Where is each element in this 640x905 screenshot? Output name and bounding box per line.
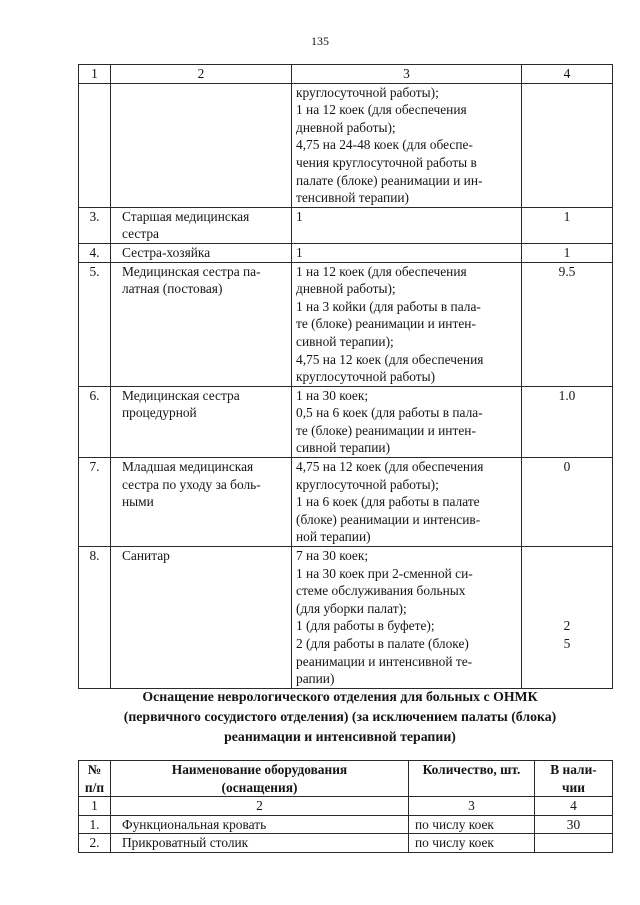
- position-line: Младшая медицинская: [122, 459, 254, 475]
- avail-header-cell: [535, 761, 613, 797]
- equipment-row: [79, 834, 613, 853]
- name-header-cell: [111, 761, 409, 797]
- count-line: 1.0: [558, 387, 576, 403]
- position-cell: [111, 262, 292, 386]
- qty-header-cell: [409, 761, 535, 797]
- norm-line: круглосуточной работы);: [296, 84, 439, 100]
- header-line: Наименование оборудования: [171, 762, 348, 777]
- norm-cell: [292, 386, 522, 457]
- staff-header-cell: 4: [522, 65, 613, 84]
- header-line: Количество, шт.: [422, 762, 521, 777]
- header-line: (оснащения): [221, 779, 298, 795]
- norm-cell: [292, 458, 522, 547]
- count-cell: [522, 547, 613, 689]
- numbering-cell: 4: [535, 797, 613, 816]
- position-line: латная (постовая): [122, 281, 223, 297]
- count-cell: [522, 243, 613, 262]
- norm-line: те (блоке) реанимации и интен-: [296, 316, 476, 332]
- num-cell: [79, 83, 111, 207]
- position-line: сестра: [122, 226, 159, 242]
- quantity-cell: по числу коек: [409, 834, 535, 853]
- equipment-table: [78, 760, 613, 853]
- staff-row: [79, 386, 613, 457]
- norm-cell: [292, 262, 522, 386]
- numbering-cell: 1: [79, 797, 111, 816]
- equipment-numbering-row: [79, 797, 613, 816]
- position-cell: [111, 243, 292, 262]
- norm-line: 1 на 12 коек (для обеспечения: [296, 263, 467, 279]
- count-line: 1: [563, 208, 571, 224]
- position-cell: [111, 547, 292, 689]
- staff-continuation-row: [79, 83, 613, 207]
- norm-line: 2 (для работы в палате (блоке): [296, 636, 469, 651]
- header-line: п/п: [84, 779, 105, 795]
- row-number-cell: 5.: [79, 262, 111, 386]
- row-number-cell: 2.: [79, 834, 111, 853]
- equipment-section-heading: [60, 687, 620, 747]
- norm-line: 1 на 3 койки (для работы в пала-: [296, 298, 481, 314]
- norm-line: рапии): [296, 671, 335, 687]
- position-cell: [111, 458, 292, 547]
- count-line: [526, 565, 608, 583]
- position-line: сестра по уходу за боль-: [122, 476, 261, 492]
- equipment-row: [79, 815, 613, 834]
- count-cell: [522, 458, 613, 547]
- equipment-name-cell: Функциональная кровать: [111, 815, 409, 834]
- row-number-cell: 4.: [79, 243, 111, 262]
- norm-line: дневной работы);: [296, 281, 396, 297]
- staff-row: [79, 547, 613, 689]
- count-line: 5: [563, 636, 571, 651]
- staff-header-cell: 3: [292, 65, 522, 84]
- staff-row: [79, 207, 613, 243]
- count-line: [526, 582, 608, 600]
- norm-cell: [292, 243, 522, 262]
- staff-header-cell: 2: [111, 65, 292, 84]
- position-line: ными: [122, 494, 154, 510]
- norm-line: ной терапии): [296, 529, 371, 545]
- heading-line: Оснащение неврологического отделения для больных с ОНМК: [142, 689, 538, 704]
- norm-cell: [292, 207, 522, 243]
- count-line: 1: [563, 244, 571, 260]
- norm-line: 1: [296, 208, 303, 224]
- count-cell: [522, 262, 613, 386]
- row-number-cell: 7.: [79, 458, 111, 547]
- header-line: В нали-: [550, 762, 597, 777]
- staff-header-cell: 1: [79, 65, 111, 84]
- norm-line: 0,5 на 6 коек (для работы в пала-: [296, 405, 483, 421]
- count-line: [526, 547, 608, 565]
- norm-line: (для уборки палат);: [296, 600, 407, 616]
- norm-line: 1: [296, 244, 303, 260]
- norm-line: палате (блоке) реанимации и ин-: [296, 172, 483, 188]
- row-number-cell: 1.: [79, 815, 111, 834]
- row-number-cell: 8.: [79, 547, 111, 689]
- norm-line: те (блоке) реанимации и интен-: [296, 422, 476, 438]
- page-number: 135: [311, 34, 329, 48]
- position-cell: [111, 207, 292, 243]
- staff-row: [79, 262, 613, 386]
- row-number-cell: 3.: [79, 207, 111, 243]
- position-cell: [111, 386, 292, 457]
- row-number-cell: 6.: [79, 386, 111, 457]
- availability-cell: [535, 834, 613, 853]
- norm-line: 4,75 на 12 коек (для обеспечения: [296, 351, 484, 367]
- num-header-cell: [79, 761, 111, 797]
- position-line: Санитар: [122, 548, 170, 564]
- staff-norms-table: [78, 64, 613, 689]
- count-line: [526, 600, 608, 618]
- heading-line: (первичного сосудистого отделения) (за исключением палаты (блока): [123, 709, 557, 724]
- norm-line: 1 на 30 коек при 2-сменной си-: [296, 565, 473, 581]
- staff-row: [79, 458, 613, 547]
- norm-line: 4,75 на 24-48 коек (для обеспе-: [296, 137, 473, 153]
- norm-line: (блоке) реанимации и интенсив-: [296, 511, 481, 527]
- norm-line: стеме обслуживания больных: [296, 583, 466, 599]
- norm-line: тенсивной терапии): [296, 190, 409, 206]
- position-line: Старшая медицинская: [122, 208, 250, 224]
- count-cell: [522, 83, 613, 207]
- position-line: Медицинская сестра па-: [122, 263, 261, 279]
- equipment-table-header-row: [79, 761, 613, 797]
- norm-line: реанимации и интенсивной те-: [296, 653, 473, 669]
- norm-line: сивной терапии);: [296, 333, 394, 349]
- equipment-name-cell: Прикроватный столик: [111, 834, 409, 853]
- norm-line: 1 на 30 коек;: [296, 387, 369, 403]
- norm-line: 4,75 на 12 коек (для обеспечения: [296, 459, 484, 475]
- norm-line: круглосуточной работы): [296, 369, 436, 385]
- norm-line: дневной работы);: [296, 119, 396, 135]
- norm-cell: [292, 547, 522, 689]
- norm-line: 1 на 12 коек (для обеспечения: [296, 102, 467, 118]
- numbering-cell: 2: [111, 797, 409, 816]
- count-line: 9.5: [558, 263, 576, 279]
- norm-line: чения круглосуточной работы в: [296, 154, 477, 170]
- quantity-cell: по числу коек: [409, 815, 535, 834]
- count-cell: [522, 207, 613, 243]
- count-line: 2: [563, 618, 571, 634]
- position-line: процедурной: [122, 405, 197, 421]
- count-cell: [522, 386, 613, 457]
- norm-line: 7 на 30 коек;: [296, 548, 369, 564]
- header-line: чии: [562, 779, 585, 795]
- numbering-cell: 3: [409, 797, 535, 816]
- norm-line: 1 на 6 коек (для работы в палате: [296, 494, 480, 510]
- heading-line: реанимации и интенсивной терапии): [224, 729, 456, 744]
- position-line: Медицинская сестра: [122, 387, 240, 403]
- norm-line: круглосуточной работы);: [296, 476, 439, 492]
- norm-line: 1 (для работы в буфете);: [296, 618, 435, 634]
- position-line: Сестра-хозяйка: [122, 244, 211, 260]
- staff-table-header-row: [79, 65, 613, 84]
- position-cell: [111, 83, 292, 207]
- staff-row: [79, 243, 613, 262]
- count-line: 0: [563, 459, 571, 475]
- norm-cell: [292, 83, 522, 207]
- norm-line: сивной терапии): [296, 440, 391, 456]
- availability-cell: 30: [535, 815, 613, 834]
- header-line: №: [87, 762, 102, 777]
